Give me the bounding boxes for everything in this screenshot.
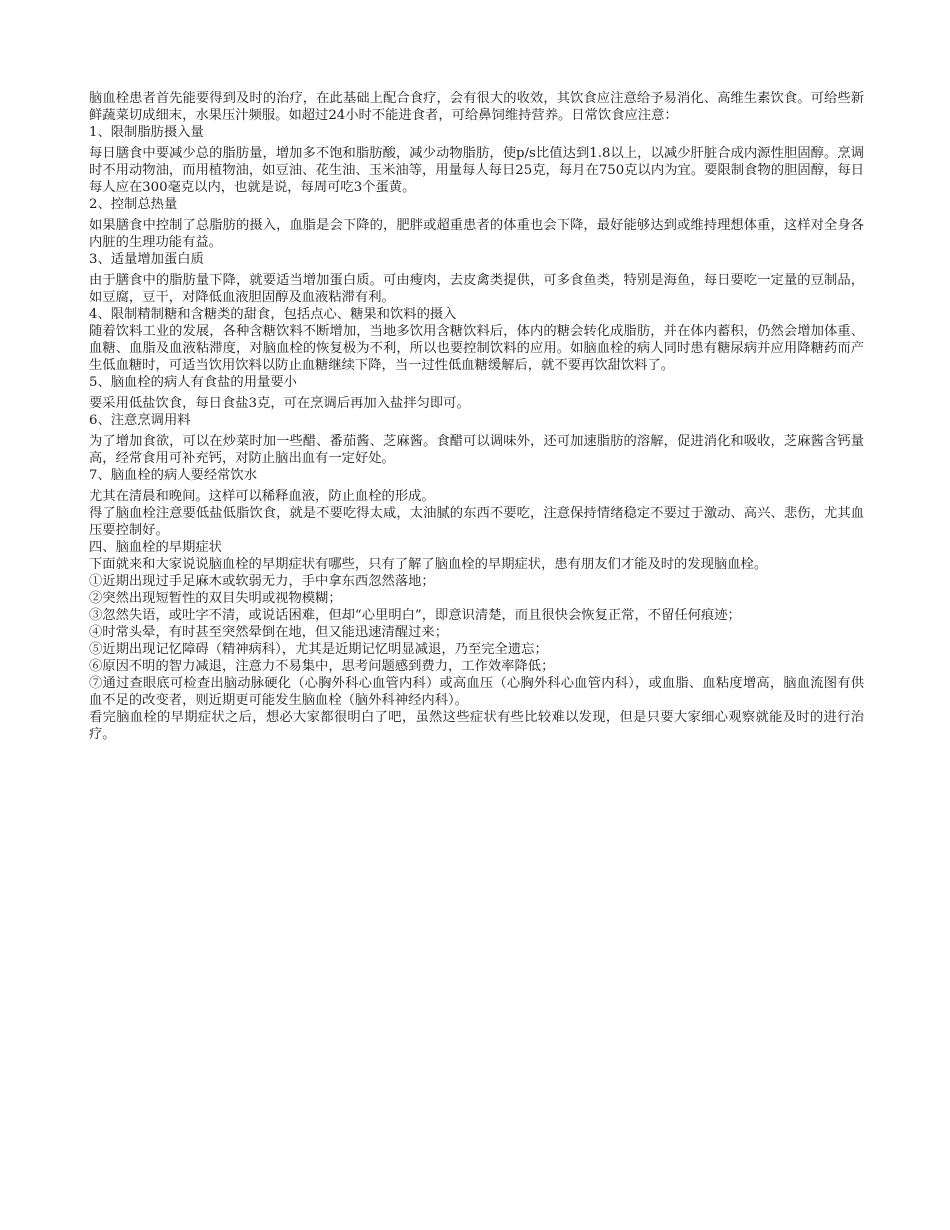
advice-paragraph: 得了脑血栓注意要低盐低脂饮食，就是不要吃得太咸，太油腻的东西不要吃，注意保持情绪稳定不要过于激动、高兴、悲伤，尤其血压要控制好。 xyxy=(89,506,864,538)
symptom-item: ⑦通过查眼底可检查出脑动脉硬化（心胸外科心血管内科）或高血压（心胸外科心血管内科），或血脂、血粘度增高，脑血流图有供血不足的改变者，则近期更可能发生脑血栓（脑外科神经内科）。 xyxy=(89,676,864,708)
section-heading-7: 7、脑血栓的病人要经常饮水 xyxy=(89,468,258,483)
symptom-item: ③忽然失语，或吐字不清，或说话困难，但却“心里明白”，即意识清楚，而且很快会恢复正常，不留任何痕迹； xyxy=(89,608,741,623)
article xyxy=(89,90,864,743)
section-body-7: 尤其在清晨和晚间。这样可以稀释血液，防止血栓的形成。 xyxy=(89,489,435,504)
symptom-item: ⑤近期出现记忆障碍（精神病科），尤其是近期记忆明显减退，乃至完全遗忘； xyxy=(89,642,548,657)
symptoms-heading: 四、脑血栓的早期症状 xyxy=(89,540,222,555)
section-body-1: 每日膳食中要减少总的脂肪量，增加多不饱和脂肪酸，减少动物脂肪，使p/s比值达到1.8以上，以减少肝脏合成内源性胆固醇。烹调时不用动物油，而用植物油，如豆油、花生油、玉米油等，用量每人每日25克，每月在750克以内为宜。要限制食物的胆固醇，每日每人应在300毫克以内，也就是说，每周可吃3个蛋黄。 xyxy=(89,146,864,195)
section-body-2: 如果膳食中控制了总脂肪的摄入，血脂是会下降的，肥胖或超重患者的体重也会下降，最好能够达到或维持理想体重，这样对全身各内脏的生理功能有益。 xyxy=(89,218,864,250)
intro-paragraph: 脑血栓患者首先能要得到及时的治疗，在此基础上配合食疗，会有很大的收效，其饮食应注意给予易消化、高维生素饮食。可给些新鲜蔬菜切成细末，水果压汁频服。如超过24小时不能进食者，可给鼻饲维持营养。日常饮食应注意： xyxy=(89,91,864,123)
section-heading-6: 6、注意烹调用料 xyxy=(89,413,191,428)
section-body-3: 由于膳食中的脂肪量下降，就要适当增加蛋白质。可由瘦肉，去皮禽类提供，可多食鱼类，特别是海鱼，每日要吃一定量的豆制品，如豆腐，豆干，对降低血液胆固醇及血液粘滞有利。 xyxy=(89,273,864,305)
symptom-item: ⑥原因不明的智力减退，注意力不易集中，思考问题感到费力，工作效率降低； xyxy=(89,659,555,674)
section-heading-1: 1、限制脂肪摄入量 xyxy=(89,125,204,140)
section-body-4: 随着饮料工业的发展，各种含糖饮料不断增加，当地多饮用含糖饮料后，体内的糖会转化成脂肪，并在体内蓄积，仍然会增加体重、血糖、血脂及血液粘滞度，对脑血栓的恢复极为不利，所以也要控制饮料的应用。如脑血栓的病人同时患有糖尿病并应用降糖药而产生低血糖时，可适当饮用饮料以防止血糖继续下降，当一过性低血糖缓解后，就不要再饮甜饮料了。 xyxy=(89,324,864,373)
section-heading-4: 4、限制精制糖和含糖类的甜食，包括点心、糖果和饮料的摄入 xyxy=(89,307,457,322)
symptoms-intro: 下面就来和大家说说脑血栓的早期症状有哪些，只有了解了脑血栓的早期症状，患有朋友们才能及时的发现脑血栓。 xyxy=(89,557,768,572)
section-heading-2: 2、控制总热量 xyxy=(89,197,178,212)
section-heading-3: 3、适量增加蛋白质 xyxy=(89,252,204,267)
conclusion-paragraph: 看完脑血栓的早期症状之后，想必大家都很明白了吧，虽然这些症状有些比较难以发现，但是只要大家细心观察就能及时的进行治疗。 xyxy=(89,710,864,742)
section-body-5: 要采用低盐饮食，每日食盐3克，可在烹调后再加入盐拌匀即可。 xyxy=(89,396,470,411)
section-body-6: 为了增加食欲，可以在炒菜时加一些醋、番茄酱、芝麻酱。食醋可以调味外，还可加速脂肪的溶解，促进消化和吸收，芝麻酱含钙量高，经常食用可补充钙，对防止脑出血有一定好处。 xyxy=(89,434,864,466)
symptom-item: ④时常头晕，有时甚至突然晕倒在地，但又能迅速清醒过来； xyxy=(89,625,449,640)
symptom-item: ①近期出现过手足麻木或软弱无力，手中拿东西忽然落地； xyxy=(89,574,435,589)
symptom-item: ②突然出现短暂性的双目失明或视物模糊； xyxy=(89,591,342,606)
section-heading-5: 5、脑血栓的病人有食盐的用量要小 xyxy=(89,375,297,390)
